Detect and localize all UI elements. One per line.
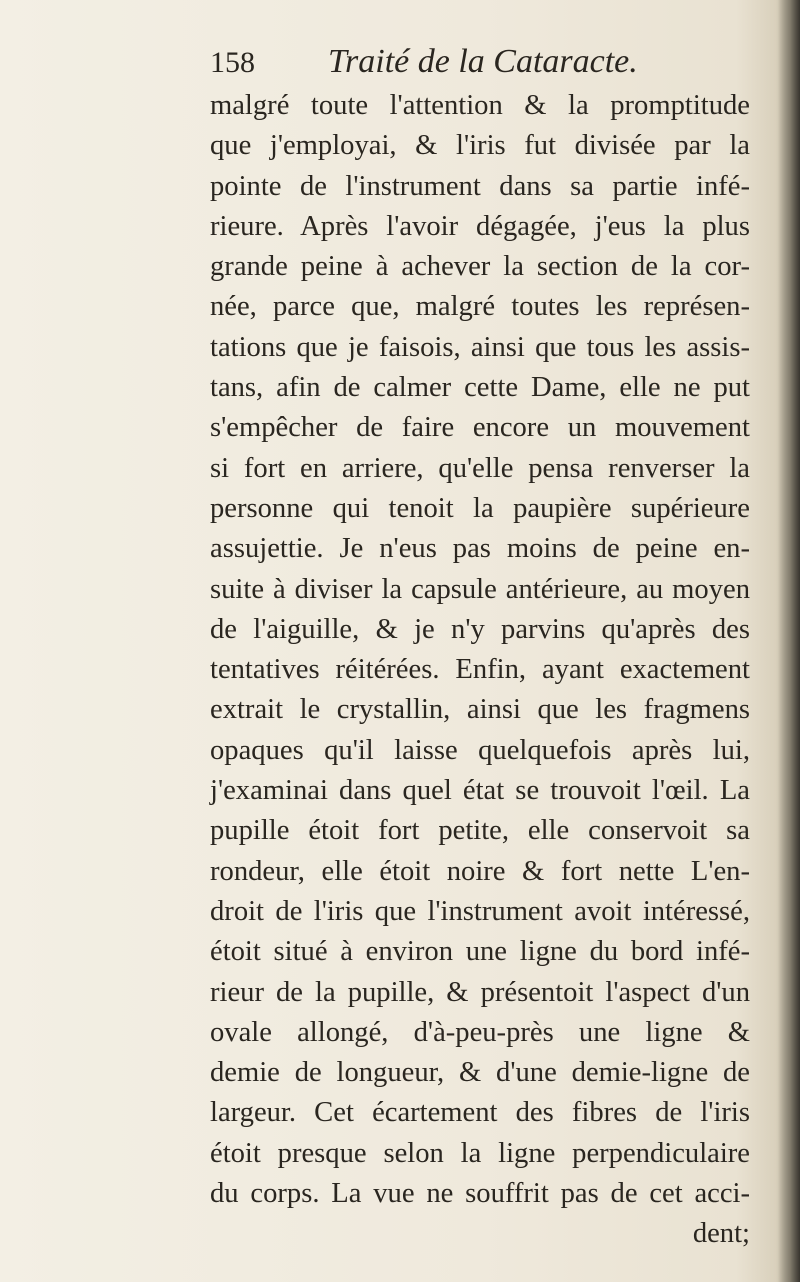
- text-line: tations que je faisois, ainsi que tous les assis-: [210, 331, 750, 363]
- text-line: ovale allongé, d'à-peu-près une ligne &: [210, 1016, 750, 1048]
- text-line: largeur. Cet écartement des fibres de l'iris: [210, 1097, 750, 1129]
- text-line: rieure. Après l'avoir dégagée, j'eus la plus: [210, 210, 750, 242]
- text-line: rieur de la pupille, & présentoit l'aspect d'un: [210, 976, 750, 1008]
- text-line: malgré toute l'attention & la promptitude: [210, 90, 750, 121]
- text-line: étoit situé à environ une ligne du bord infé-: [210, 936, 750, 968]
- text-line: tentatives réitérées. Enfin, ayant exactement: [210, 654, 750, 686]
- text-line: tans, afin de calmer cette Dame, elle ne put: [210, 372, 750, 404]
- text-line: extrait le crystallin, ainsi que les fragmens: [210, 694, 750, 726]
- text-line: opaques qu'il laisse quelquefois après lui,: [210, 734, 750, 766]
- text-line: pupille étoit fort petite, elle conservoit sa: [210, 815, 750, 847]
- page-edge-shadow: [778, 0, 800, 1282]
- text-line: j'examinai dans quel état se trouvoit l'œil. La: [210, 775, 750, 807]
- text-line: grande peine à achever la section de la cor-: [210, 251, 750, 283]
- text-line: droit de l'iris que l'instrument avoit intéressé,: [210, 895, 750, 927]
- text-line: assujettie. Je n'eus pas moins de peine en-: [210, 533, 750, 565]
- text-line: que j'employai, & l'iris fut divisée par la: [210, 130, 750, 162]
- text-line: rondeur, elle étoit noire & fort nette L'en-: [210, 855, 750, 887]
- page-header: [210, 42, 750, 82]
- page-number: 158: [210, 46, 255, 79]
- text-line: demie de longueur, & d'une demie-ligne de: [210, 1057, 750, 1089]
- text-line: de l'aiguille, & je n'y parvins qu'après des: [210, 613, 750, 645]
- running-title: Traité de la Cataracte.: [328, 43, 638, 80]
- text-line: s'empêcher de faire encore un mouvement: [210, 412, 750, 444]
- body-text: [210, 86, 750, 1255]
- text-line: suite à diviser la capsule antérieure, au moyen: [210, 573, 750, 605]
- text-line: née, parce que, malgré toutes les représen-: [210, 291, 750, 323]
- text-line: étoit presque selon la ligne perpendiculaire: [210, 1137, 750, 1169]
- text-line: pointe de l'instrument dans sa partie infé-: [210, 170, 750, 202]
- catchword: dent;: [692, 1218, 750, 1250]
- text-line: du corps. La vue ne souffrit pas de cet acci-: [210, 1178, 750, 1210]
- text-line: si fort en arriere, qu'elle pensa renverser la: [210, 452, 750, 484]
- text-line: personne qui tenoit la paupière supérieure: [210, 492, 750, 524]
